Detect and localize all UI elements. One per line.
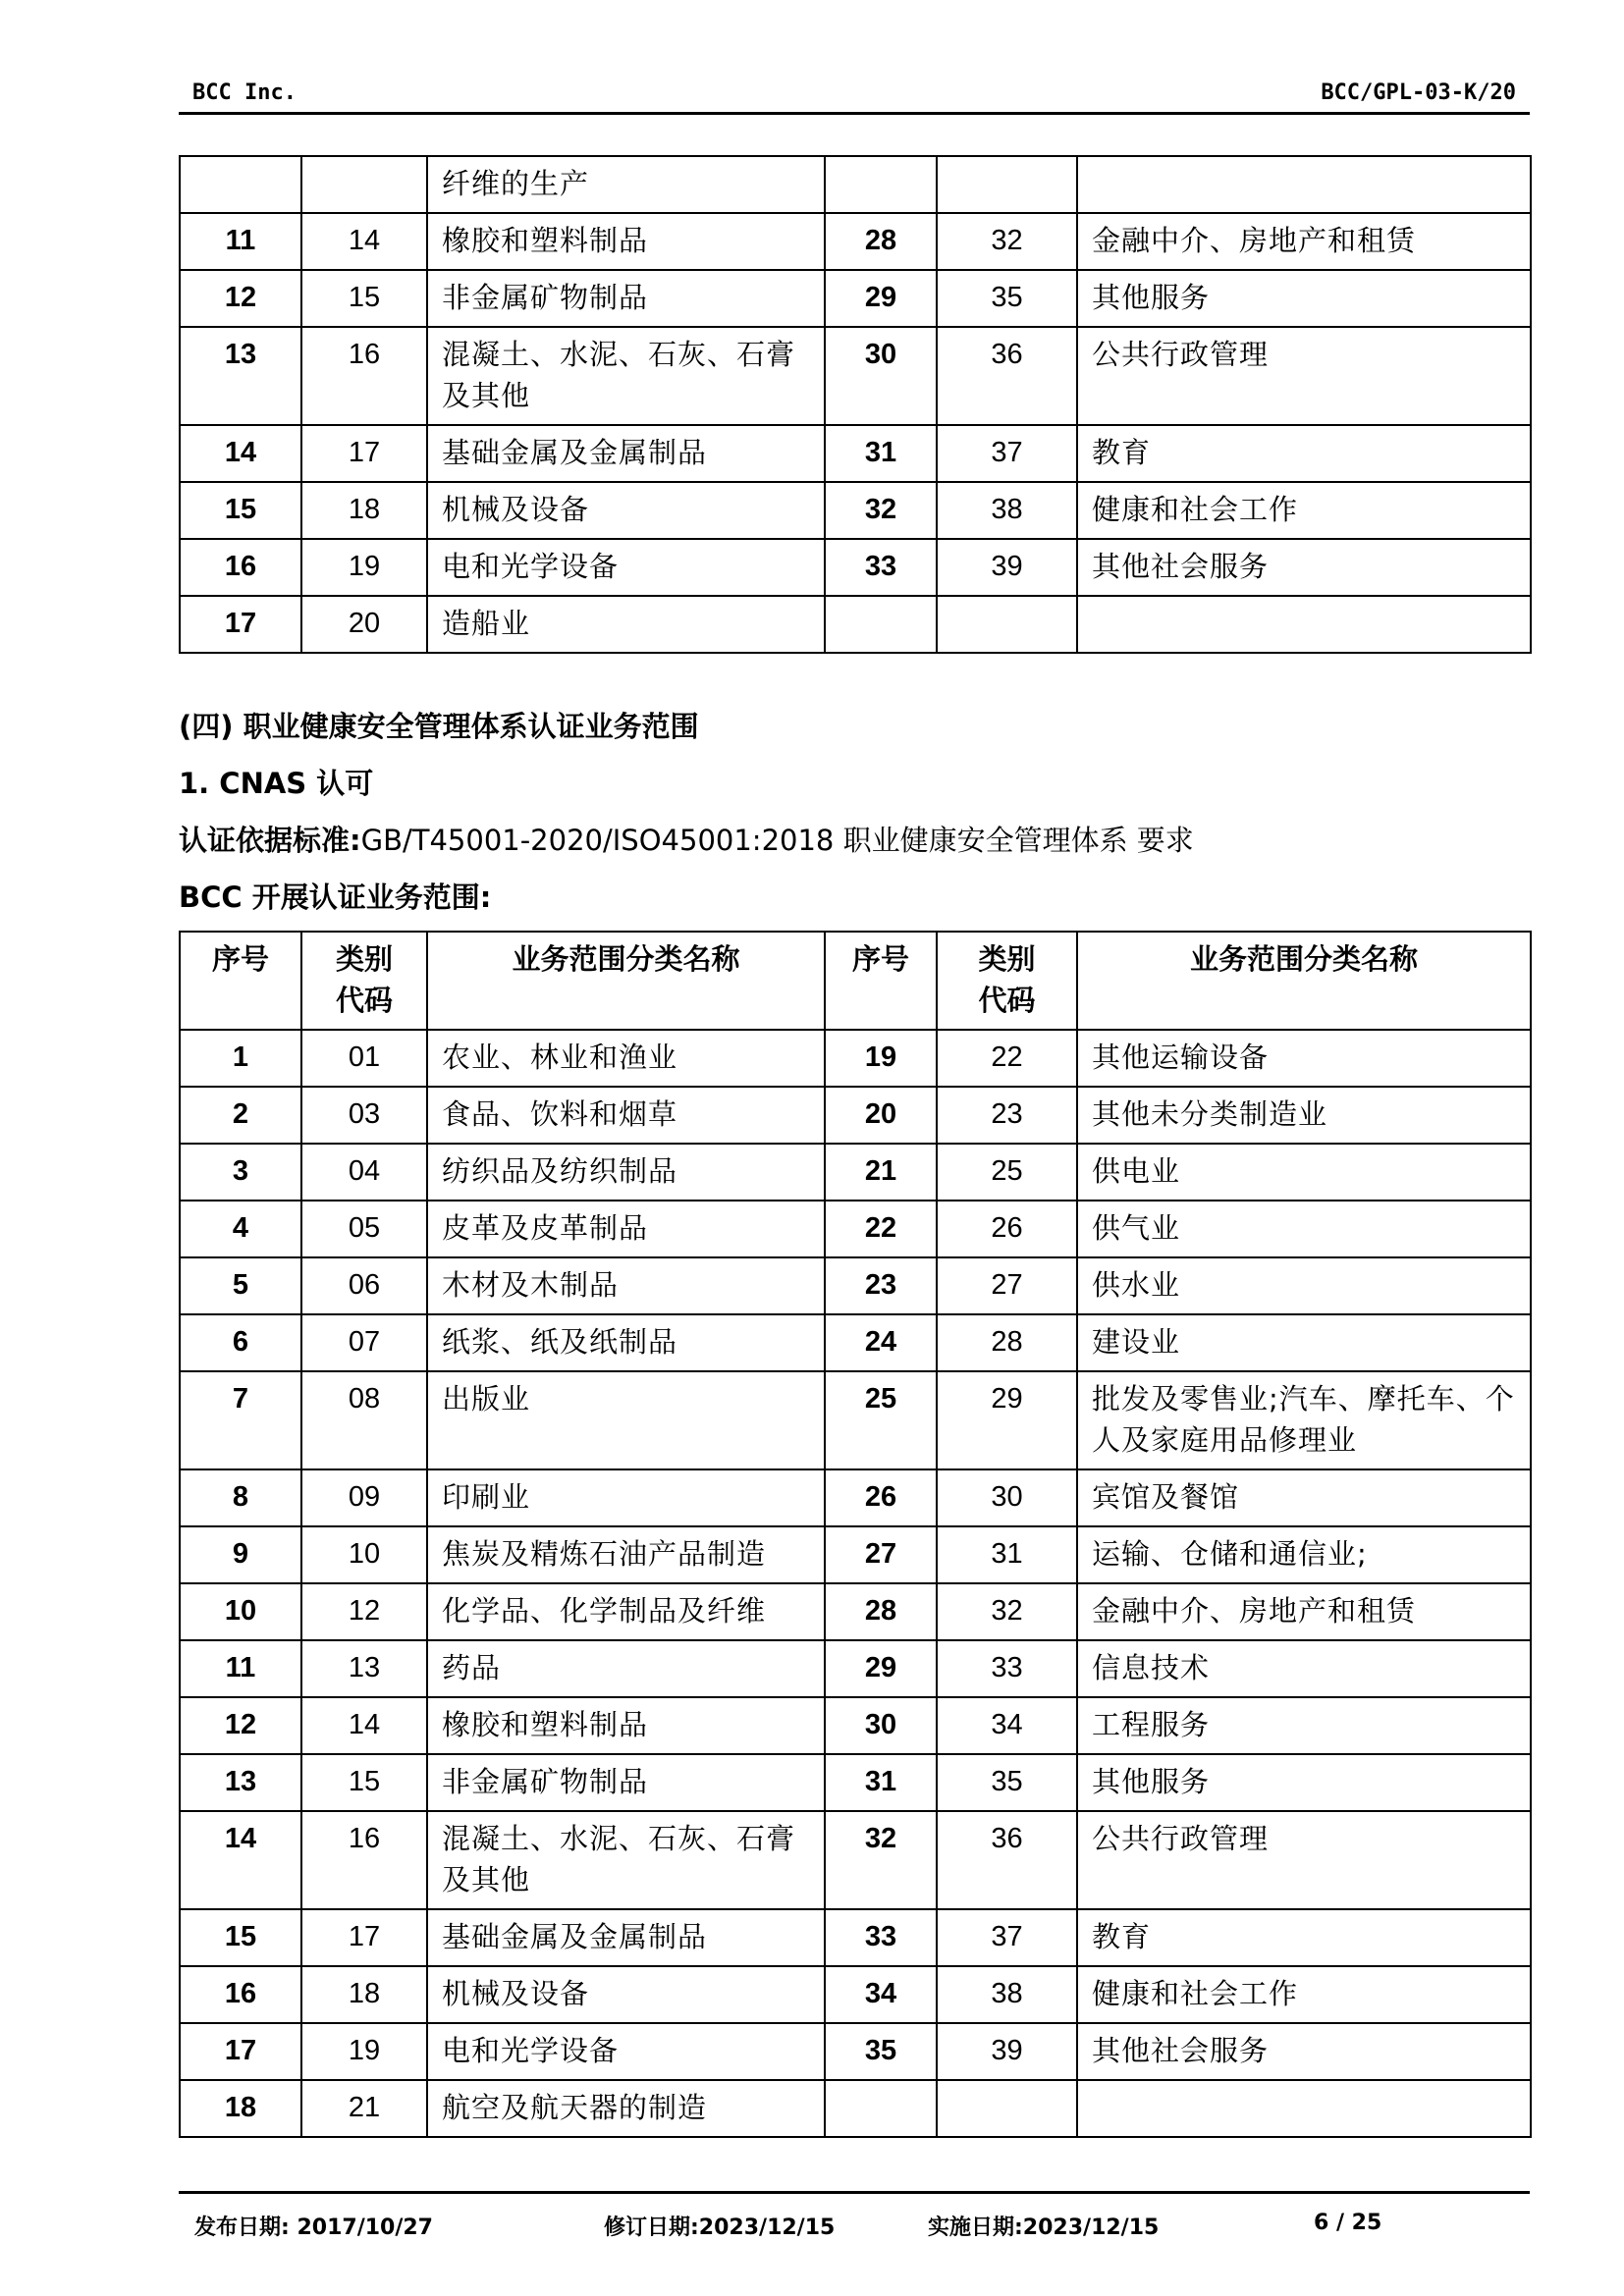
seq-cell: 35	[825, 2023, 937, 2080]
seq-cell: 9	[180, 1526, 301, 1583]
name-cell: 供水业	[1077, 1257, 1531, 1314]
code-cell: 14	[301, 213, 427, 270]
table-row	[180, 1257, 1531, 1314]
name-cell: 橡胶和塑料制品	[427, 1697, 825, 1754]
name-cell: 食品、饮料和烟草	[427, 1087, 825, 1144]
code-cell: 14	[301, 1697, 427, 1754]
table-row	[180, 1314, 1531, 1371]
code-cell: 37	[937, 1909, 1077, 1966]
name-cell: 其他社会服务	[1077, 2023, 1531, 2080]
section-heading: (四) 职业健康安全管理体系认证业务范围	[179, 710, 699, 743]
table-row	[180, 1966, 1531, 2023]
seq-cell: 2	[180, 1087, 301, 1144]
code-cell: 08	[301, 1371, 427, 1469]
table-row	[180, 539, 1531, 596]
code-cell: 16	[301, 327, 427, 425]
code-cell: 15	[301, 1754, 427, 1811]
table-row	[180, 425, 1531, 482]
subsection-heading: 1. CNAS 认可	[179, 767, 374, 800]
table-row	[180, 1030, 1531, 1087]
code-cell: 36	[937, 327, 1077, 425]
name-cell: 化学品、化学制品及纤维	[427, 1583, 825, 1640]
code-cell: 39	[937, 539, 1077, 596]
table-row	[180, 1201, 1531, 1257]
code-cell: 33	[937, 1640, 1077, 1697]
header-seq-2: 序号	[825, 932, 937, 1030]
code-cell: 37	[937, 425, 1077, 482]
code-cell: 25	[937, 1144, 1077, 1201]
name-cell: 皮革及皮革制品	[427, 1201, 825, 1257]
table-row	[180, 213, 1531, 270]
seq-cell	[825, 156, 937, 213]
page-header	[179, 77, 1530, 115]
seq-cell: 16	[180, 1966, 301, 2023]
name-cell: 其他运输设备	[1077, 1030, 1531, 1087]
name-cell: 教育	[1077, 1909, 1531, 1966]
seq-cell: 3	[180, 1144, 301, 1201]
code-cell: 07	[301, 1314, 427, 1371]
name-cell: 金融中介、房地产和租赁	[1077, 1583, 1531, 1640]
header-code: 类别代码	[301, 932, 427, 1030]
basis-standard: GB/T45001-2020/ISO45001:2018 职业健康安全管理体系 要求	[360, 824, 1194, 857]
name-cell: 其他未分类制造业	[1077, 1087, 1531, 1144]
code-cell: 01	[301, 1030, 427, 1087]
code-cell: 29	[937, 1371, 1077, 1469]
header-name-2: 业务范围分类名称	[1077, 932, 1531, 1030]
name-cell: 基础金属及金属制品	[427, 1909, 825, 1966]
table-row	[180, 482, 1531, 539]
seq-cell: 31	[825, 1754, 937, 1811]
seq-cell: 16	[180, 539, 301, 596]
seq-cell: 25	[825, 1371, 937, 1469]
seq-cell: 7	[180, 1371, 301, 1469]
name-cell	[1077, 596, 1531, 653]
header-name: 业务范围分类名称	[427, 932, 825, 1030]
code-cell: 28	[937, 1314, 1077, 1371]
name-cell: 混凝土、水泥、石灰、石膏及其他	[427, 327, 825, 425]
seq-cell: 13	[180, 1754, 301, 1811]
code-cell: 38	[937, 482, 1077, 539]
table-row	[180, 1754, 1531, 1811]
header-seq: 序号	[180, 932, 301, 1030]
name-cell: 宾馆及餐馆	[1077, 1469, 1531, 1526]
table-row	[180, 2023, 1531, 2080]
name-cell: 机械及设备	[427, 482, 825, 539]
name-cell: 航空及航天器的制造	[427, 2080, 825, 2137]
table-row	[180, 1469, 1531, 1526]
table-row	[180, 270, 1531, 327]
name-cell: 木材及木制品	[427, 1257, 825, 1314]
code-cell: 12	[301, 1583, 427, 1640]
seq-cell: 1	[180, 1030, 301, 1087]
code-cell: 21	[301, 2080, 427, 2137]
name-cell: 公共行政管理	[1077, 327, 1531, 425]
name-cell: 批发及零售业;汽车、摩托车、个人及家庭用品修理业	[1077, 1371, 1531, 1469]
code-cell: 26	[937, 1201, 1077, 1257]
seq-cell: 20	[825, 1087, 937, 1144]
table-row	[180, 1087, 1531, 1144]
name-cell: 教育	[1077, 425, 1531, 482]
name-cell: 健康和社会工作	[1077, 1966, 1531, 2023]
seq-cell: 17	[180, 2023, 301, 2080]
name-cell: 纤维的生产	[427, 156, 825, 213]
seq-cell: 11	[180, 213, 301, 270]
seq-cell: 12	[180, 270, 301, 327]
name-cell: 混凝土、水泥、石灰、石膏及其他	[427, 1811, 825, 1909]
seq-cell: 15	[180, 1909, 301, 1966]
name-cell: 工程服务	[1077, 1697, 1531, 1754]
seq-cell: 27	[825, 1526, 937, 1583]
company-name: BCC Inc.	[192, 80, 297, 105]
seq-cell: 26	[825, 1469, 937, 1526]
seq-cell	[825, 596, 937, 653]
code-cell	[937, 2080, 1077, 2137]
seq-cell: 17	[180, 596, 301, 653]
revision-date: 修订日期:2023/12/15	[604, 2216, 836, 2240]
seq-cell: 14	[180, 1811, 301, 1909]
name-cell: 供电业	[1077, 1144, 1531, 1201]
code-cell: 36	[937, 1811, 1077, 1909]
name-cell: 建设业	[1077, 1314, 1531, 1371]
name-cell: 出版业	[427, 1371, 825, 1469]
table-row	[180, 327, 1531, 425]
page-number: 6 / 25	[1314, 2211, 1382, 2235]
scope-label: BCC 开展认证业务范围:	[179, 881, 492, 914]
name-cell: 其他服务	[1077, 270, 1531, 327]
code-cell: 04	[301, 1144, 427, 1201]
table-row	[180, 1811, 1531, 1909]
seq-cell: 11	[180, 1640, 301, 1697]
table-row	[180, 1640, 1531, 1697]
seq-cell	[825, 2080, 937, 2137]
document-code: BCC/GPL-03-K/20	[1321, 80, 1516, 105]
code-cell: 32	[937, 1583, 1077, 1640]
name-cell	[1077, 2080, 1531, 2137]
code-cell: 03	[301, 1087, 427, 1144]
code-cell: 32	[937, 213, 1077, 270]
name-cell: 供气业	[1077, 1201, 1531, 1257]
seq-cell	[180, 156, 301, 213]
release-date: 发布日期: 2017/10/27	[194, 2216, 433, 2240]
seq-cell: 15	[180, 482, 301, 539]
code-cell	[301, 156, 427, 213]
name-cell: 健康和社会工作	[1077, 482, 1531, 539]
seq-cell: 29	[825, 1640, 937, 1697]
code-cell: 09	[301, 1469, 427, 1526]
seq-cell: 14	[180, 425, 301, 482]
seq-cell: 4	[180, 1201, 301, 1257]
code-cell: 17	[301, 1909, 427, 1966]
seq-cell: 30	[825, 1697, 937, 1754]
name-cell	[1077, 156, 1531, 213]
code-cell: 39	[937, 2023, 1077, 2080]
name-cell: 橡胶和塑料制品	[427, 213, 825, 270]
code-cell: 18	[301, 482, 427, 539]
seq-cell: 10	[180, 1583, 301, 1640]
seq-cell: 19	[825, 1030, 937, 1087]
code-cell: 10	[301, 1526, 427, 1583]
name-cell: 其他服务	[1077, 1754, 1531, 1811]
seq-cell: 29	[825, 270, 937, 327]
code-cell: 18	[301, 1966, 427, 2023]
name-cell: 非金属矿物制品	[427, 1754, 825, 1811]
table-row	[180, 1909, 1531, 1966]
ohsms-scope-table	[179, 931, 1532, 2138]
name-cell: 信息技术	[1077, 1640, 1531, 1697]
code-cell: 19	[301, 539, 427, 596]
seq-cell: 30	[825, 327, 937, 425]
name-cell: 药品	[427, 1640, 825, 1697]
table-row	[180, 1144, 1531, 1201]
name-cell: 电和光学设备	[427, 2023, 825, 2080]
name-cell: 电和光学设备	[427, 539, 825, 596]
seq-cell: 21	[825, 1144, 937, 1201]
name-cell: 非金属矿物制品	[427, 270, 825, 327]
code-cell	[937, 596, 1077, 653]
table-row	[180, 2080, 1531, 2137]
name-cell: 印刷业	[427, 1469, 825, 1526]
code-cell: 27	[937, 1257, 1077, 1314]
code-cell: 05	[301, 1201, 427, 1257]
code-cell: 31	[937, 1526, 1077, 1583]
code-cell: 35	[937, 270, 1077, 327]
code-cell: 19	[301, 2023, 427, 2080]
seq-cell: 33	[825, 539, 937, 596]
seq-cell: 5	[180, 1257, 301, 1314]
code-cell: 22	[937, 1030, 1077, 1087]
table-row	[180, 1371, 1531, 1469]
seq-cell: 12	[180, 1697, 301, 1754]
name-cell: 焦炭及精炼石油产品制造	[427, 1526, 825, 1583]
table-header-row	[180, 932, 1531, 1030]
seq-cell: 31	[825, 425, 937, 482]
certification-basis	[179, 819, 1194, 859]
footer-rule	[179, 2191, 1530, 2196]
scope-table-continued	[179, 155, 1532, 654]
table-row	[180, 596, 1531, 653]
seq-cell: 34	[825, 1966, 937, 2023]
code-cell: 16	[301, 1811, 427, 1909]
code-cell: 30	[937, 1469, 1077, 1526]
seq-cell: 23	[825, 1257, 937, 1314]
seq-cell: 24	[825, 1314, 937, 1371]
name-cell: 农业、林业和渔业	[427, 1030, 825, 1087]
seq-cell: 22	[825, 1201, 937, 1257]
code-cell: 13	[301, 1640, 427, 1697]
seq-cell: 18	[180, 2080, 301, 2137]
code-cell: 15	[301, 270, 427, 327]
seq-cell: 28	[825, 1583, 937, 1640]
seq-cell: 33	[825, 1909, 937, 1966]
seq-cell: 8	[180, 1469, 301, 1526]
name-cell: 公共行政管理	[1077, 1811, 1531, 1909]
code-cell: 34	[937, 1697, 1077, 1754]
name-cell: 运输、仓储和通信业;	[1077, 1526, 1531, 1583]
effective-date: 实施日期:2023/12/15	[928, 2216, 1160, 2240]
table-row	[180, 1697, 1531, 1754]
seq-cell: 32	[825, 482, 937, 539]
name-cell: 金融中介、房地产和租赁	[1077, 213, 1531, 270]
table-row	[180, 156, 1531, 213]
code-cell: 23	[937, 1087, 1077, 1144]
name-cell: 其他社会服务	[1077, 539, 1531, 596]
seq-cell: 6	[180, 1314, 301, 1371]
name-cell: 造船业	[427, 596, 825, 653]
name-cell: 基础金属及金属制品	[427, 425, 825, 482]
table-row	[180, 1583, 1531, 1640]
code-cell: 17	[301, 425, 427, 482]
seq-cell: 28	[825, 213, 937, 270]
name-cell: 机械及设备	[427, 1966, 825, 2023]
name-cell: 纸浆、纸及纸制品	[427, 1314, 825, 1371]
name-cell: 纺织品及纺织制品	[427, 1144, 825, 1201]
code-cell: 38	[937, 1966, 1077, 2023]
seq-cell: 32	[825, 1811, 937, 1909]
header-code-2: 类别代码	[937, 932, 1077, 1030]
table-row	[180, 1526, 1531, 1583]
seq-cell: 13	[180, 327, 301, 425]
basis-label: 认证依据标准:	[179, 824, 361, 857]
code-cell: 20	[301, 596, 427, 653]
code-cell	[937, 156, 1077, 213]
code-cell: 35	[937, 1754, 1077, 1811]
code-cell: 06	[301, 1257, 427, 1314]
